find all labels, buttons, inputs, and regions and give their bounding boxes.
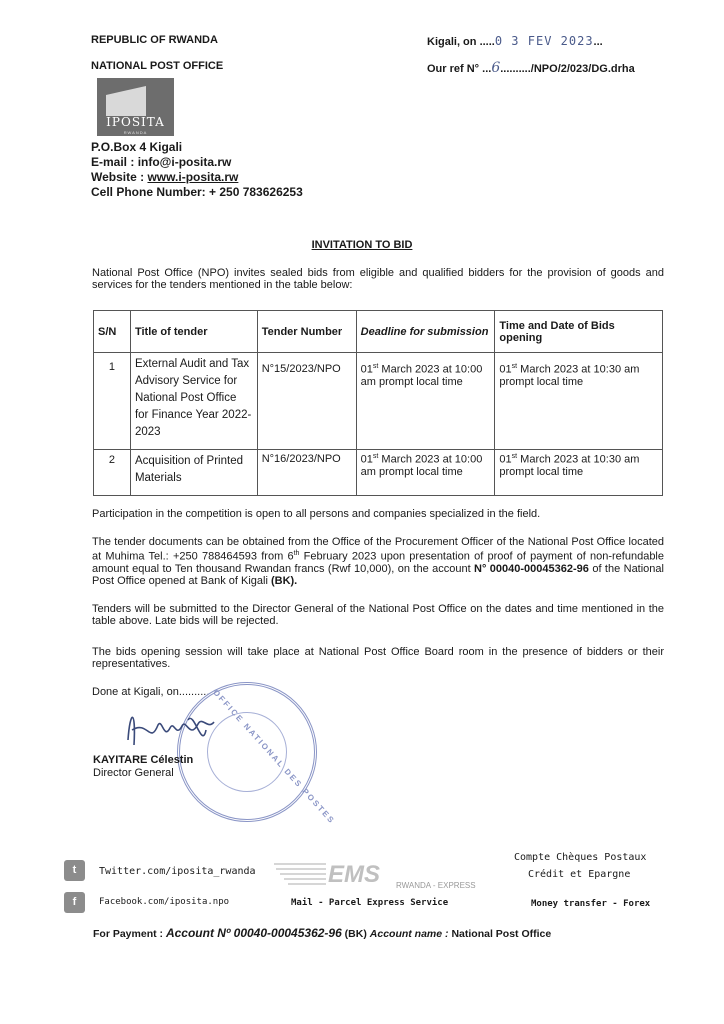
- credit-line: Crédit et Epargne: [528, 869, 631, 880]
- col-header-number: Tender Number: [257, 311, 356, 353]
- signer-name: KAYITARE Célestin: [93, 754, 194, 766]
- col-header-opening: Time and Date of Bids opening: [495, 311, 663, 353]
- logo-text: IPOSITA: [106, 115, 165, 129]
- document-title: INVITATION TO BID: [311, 239, 413, 251]
- documents-paragraph: The tender documents can be obtained from the Office of the Procurement Officer of the National Post Office located at Muhima Tel.: +250 788464593 from 6th February 2023 upon presentation of proof of payment of non-refundable amount equal to Ten thousand Rwandan francs (Rwf 10,000), on the account N° 00040-00045362-96 of the National Post Office opened at Bank of Kigali (BK).: [92, 536, 664, 587]
- iposita-logo: [97, 78, 174, 136]
- table-row: [94, 450, 663, 496]
- twitter-icon[interactable]: t: [64, 860, 85, 881]
- col-header-sn: S/N: [94, 311, 131, 353]
- ems-logo: [274, 858, 484, 890]
- website-line: Website : www.i-posita.rw: [91, 170, 239, 184]
- row-title: Acquisition of Printed Materials: [130, 450, 257, 496]
- republic-heading: REPUBLIC OF RWANDA: [91, 34, 218, 46]
- row-deadline: 01st March 2023 at 10:00 am prompt local time: [356, 450, 495, 496]
- office-heading: NATIONAL POST OFFICE: [91, 60, 224, 72]
- submission-paragraph: Tenders will be submitted to the Director General of the National Post Office on the dates and time mentioned in the table above. Late bids will be rejected.: [92, 603, 664, 627]
- table-header-row: [94, 311, 663, 353]
- row-opening: 01st March 2023 at 10:30 am prompt local time: [495, 450, 663, 496]
- col-header-title: Title of tender: [130, 311, 257, 353]
- row-sn: 1: [94, 353, 131, 450]
- twitter-link[interactable]: Twitter.com/iposita_rwanda: [99, 866, 256, 877]
- row-opening: 01st March 2023 at 10:30 am prompt local time: [495, 353, 663, 450]
- place-date: Kigali, on .....0 3 FEV 2023...: [427, 34, 603, 48]
- website-link[interactable]: www.i-posita.rw: [147, 170, 239, 184]
- stamp-text: OFFICE NATIONAL DES POSTES: [211, 688, 337, 826]
- row-sn: 2: [94, 450, 131, 496]
- signer-title: Director General: [93, 767, 174, 779]
- reference-number: Our ref N° ...6........../NPO/2/023/DG.drha: [427, 60, 635, 76]
- ems-tagline: RWANDA - EXPRESS: [396, 881, 476, 890]
- services-line: Mail - Parcel Express Service: [291, 898, 449, 908]
- po-box: P.O.Box 4 Kigali: [91, 140, 183, 154]
- col-header-deadline: Deadline for submission: [356, 311, 495, 353]
- handwritten-ref: 6: [491, 60, 501, 76]
- done-at-line: Done at Kigali, on..........: [92, 686, 210, 698]
- facebook-icon[interactable]: f: [64, 892, 85, 913]
- tender-table: [93, 310, 663, 496]
- facebook-link[interactable]: Facebook.com/iposita.npo: [99, 897, 230, 907]
- email-link[interactable]: info@i-posita.rw: [137, 155, 232, 169]
- participation-paragraph: Participation in the competition is open to all persons and companies specialized in the field.: [92, 508, 541, 520]
- payment-line: For Payment : Account Nº 00040-00045362-96 (BK) Account name : National Post Office: [93, 926, 552, 940]
- intro-paragraph: National Post Office (NPO) invites sealed bids from eligible and qualified bidders for the provision of goods and services for the tenders mentioned in the table below:: [92, 267, 664, 291]
- ems-wordmark: EMS: [328, 861, 381, 888]
- money-line: Money transfer - Forex: [531, 899, 651, 909]
- phone-line: Cell Phone Number: + 250 783626253: [91, 185, 303, 199]
- logo-subtext: RWANDA: [123, 130, 148, 135]
- cheques-line: Compte Chèques Postaux: [514, 852, 647, 863]
- signature-image: [118, 700, 228, 760]
- row-tender-number: N°16/2023/NPO: [257, 450, 356, 496]
- row-deadline: 01st March 2023 at 10:00 am prompt local time: [356, 353, 495, 450]
- email-line: E-mail : info@i-posita.rw: [91, 155, 232, 169]
- table-row: [94, 353, 663, 450]
- opening-paragraph: The bids opening session will take place at National Post Office Board room in the presence of bidders or their representatives.: [92, 646, 664, 670]
- handwritten-date: 0 3 FEV 2023: [494, 34, 594, 48]
- row-title: External Audit and Tax Advisory Service for National Post Office for Finance Year 2022-2023: [130, 353, 257, 450]
- row-tender-number: N°15/2023/NPO: [257, 353, 356, 450]
